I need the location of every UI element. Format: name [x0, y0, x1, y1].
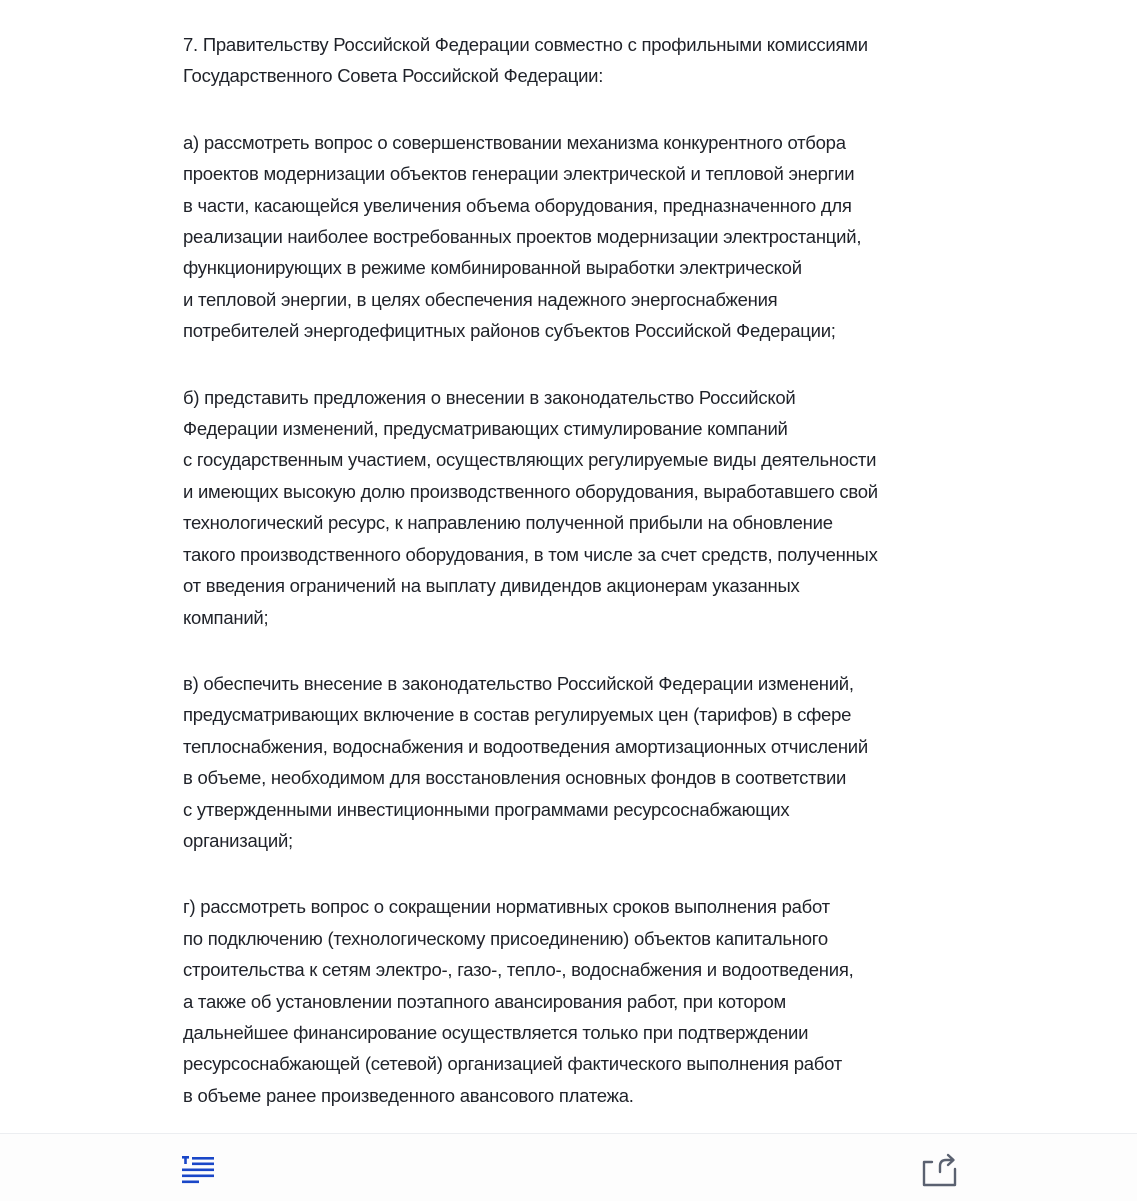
text-line: теплоснабжения, водоснабжения и водоотведения амортизационных отчислений: [183, 735, 868, 757]
text-line: 7. Правительству Российской Федерации совместно с профильными комиссиями: [183, 34, 868, 55]
text-line: в объеме ранее произведенного авансового платежа.: [183, 1084, 634, 1106]
document-body: [183, 29, 983, 1146]
text-line: проектов модернизации объектов генерации электрической и тепловой энергии: [183, 163, 855, 185]
share-icon: [918, 1150, 960, 1188]
text-line: дальнейшее финансирование осуществляется только при подтверждении: [183, 1021, 809, 1043]
text-line: и имеющих высокую долю производственного оборудования, выработавшего свой: [183, 480, 878, 502]
text-line: а также об установлении поэтапного авансирования работ, при котором: [183, 990, 786, 1012]
bottom-toolbar: [0, 1133, 1137, 1201]
text-line: ресурсоснабжающей (сетевой) организацией фактического выполнения работ: [183, 1053, 842, 1075]
paragraph-g: [183, 891, 983, 1111]
text-line: предусматривающих включение в состав регулируемых цен (тарифов) в сфере: [183, 704, 852, 726]
text-line: строительства к сетям электро-, газо-, тепло-, водоснабжения и водоотведения,: [183, 959, 854, 981]
text-line: и тепловой энергии, в целях обеспечения надежного энергоснабжения: [183, 288, 778, 310]
text-line: организаций;: [183, 829, 293, 851]
text-line: технологический ресурс, к направлению полученной прибыли на обновление: [183, 512, 833, 534]
paragraph-v: [183, 668, 983, 856]
text-line: от введения ограничений на выплату дивидендов акционерам указанных: [183, 575, 800, 597]
text-line: Государственного Совета Российской Федерации:: [183, 65, 604, 87]
text-line: с государственным участием, осуществляющих регулируемые виды деятельности: [183, 449, 877, 471]
paragraph-7: [183, 29, 983, 92]
share-button[interactable]: [918, 1150, 960, 1188]
paragraph-b: [183, 382, 983, 633]
text-line: функционирующих в режиме комбинированной выработки электрической: [183, 257, 802, 279]
text-line: б) представить предложения о внесении в законодательство Российской: [183, 386, 796, 408]
table-of-contents-button[interactable]: [180, 1154, 216, 1188]
text-line: Федерации изменений, предусматривающих стимулирование компаний: [183, 418, 788, 440]
text-line: потребителей энергодефицитных районов субъектов Российской Федерации;: [183, 320, 836, 342]
text-line: по подключению (технологическому присоединению) объектов капитального: [183, 927, 828, 949]
text-line: в объеме, необходимом для восстановления основных фондов в соответствии: [183, 767, 847, 789]
text-line: г) рассмотреть вопрос о сокращении нормативных сроков выполнения работ: [183, 896, 830, 918]
text-line: такого производственного оборудования, в том числе за счет средств, полученных: [183, 543, 878, 565]
paragraph-a: [183, 127, 983, 347]
text-line: с утвержденными инвестиционными программами ресурсоснабжающих: [183, 798, 790, 820]
text-line: а) рассмотреть вопрос о совершенствовании механизма конкурентного отбора: [183, 131, 846, 153]
text-line: в) обеспечить внесение в законодательство Российской Федерации изменений,: [183, 672, 854, 694]
text-line: в части, касающейся увеличения объема оборудования, предназначенного для: [183, 194, 852, 216]
table-of-contents-icon: [180, 1154, 216, 1188]
text-line: компаний;: [183, 606, 269, 628]
text-line: реализации наиболее востребованных проектов модернизации электростанций,: [183, 226, 862, 248]
